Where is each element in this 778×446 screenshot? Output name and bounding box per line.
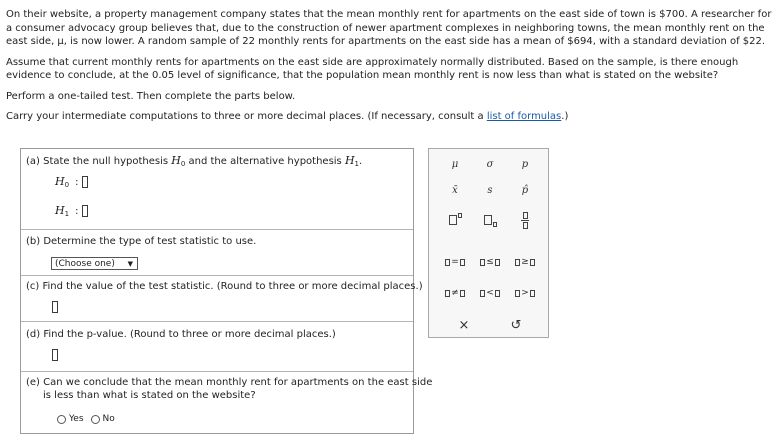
yes-label: Yes [69,414,84,424]
undo-button[interactable] [501,315,531,335]
h0-colon: : [75,176,79,188]
p-hat-button[interactable]: p̂ [521,184,529,196]
problem-paragraph-2: Assume that current monthly rents for apartments on the east side are approximately normally distributed. Based on the sample, is there enough evidence to conclude, at the 0.05 level of significance, that the population mean monthly rent is now less than what is stated on the website? [6,56,739,81]
dropdown-caret-icon: ▼ [127,259,133,268]
part-b-label: (b) Determine the type of test statistic to use. [26,236,257,247]
divider [21,275,413,276]
h0-symbol: $H_0$ [171,154,186,168]
no-label: No [102,414,115,424]
h1-symbol: $H_1$ [344,154,360,168]
alt-hypothesis-input[interactable] [82,205,88,217]
subscript-button[interactable] [475,210,505,230]
subscript-icon [484,215,497,225]
divider [21,371,413,372]
superscript-icon [449,215,462,225]
yes-radio[interactable] [57,415,66,424]
not-equal-button[interactable]: ≠ [440,283,470,303]
instruction-suffix: .) [561,111,569,122]
test-statistic-select[interactable] [51,257,138,270]
part-d-label: (d) Find the p-value. (Round to three or more decimal places.) [26,329,336,340]
divider [21,229,413,230]
test-statistic-input[interactable] [52,301,58,313]
mu-button[interactable]: μ [451,158,459,170]
h0-label: $H_0$ [55,175,70,189]
select-value: (Choose one) [55,258,115,269]
part-a-suffix: . [359,156,363,167]
part-a-label [26,154,362,168]
sigma-button[interactable]: σ [486,158,494,170]
s-button[interactable]: s [487,184,493,196]
part-e-line1: (e) Can we conclude that the mean monthly rent for apartments on the east side [26,377,433,388]
instruction-computations [6,110,772,124]
null-hypothesis-row [55,175,88,189]
part-a-mid: and the alternative hypothesis [185,156,345,167]
no-radio[interactable] [91,415,100,424]
greater-than-button[interactable]: > [510,283,540,303]
h1-colon: : [75,205,79,217]
problem-paragraph-1: On their website, a property management company states that the mean monthly rent for apartments on the east side of town is $700. A researcher for a consumer advocacy group believes that, due to the construction of newer apartment complexes in neighboring towns, the mean monthly rent on the east side, μ, is now lower. A random sample of 22 monthly rents for apartments on the east side has a mean of $694, with a standard deviation of $22. [6,9,772,47]
less-equal-button[interactable]: ≤ [475,252,505,272]
problem-statement [6,8,772,131]
part-a-prefix: (a) State the null hypothesis [26,156,172,167]
part-e-line2: is less than what is stated on the website? [43,390,256,401]
null-hypothesis-input[interactable] [82,176,88,188]
h1-label: $H_1$ [55,204,70,218]
undo-icon: ↺ [510,317,522,333]
formulas-link[interactable]: list of formulas [486,111,562,122]
palette-actions [429,312,548,338]
instruction-one-tailed: Perform a one-tailed test. Then complete the parts below. [6,90,296,102]
p-button[interactable]: p [521,158,529,170]
p-value-input[interactable] [52,349,58,361]
equals-button[interactable]: = [440,252,470,272]
divider [21,321,413,322]
part-c-label: (c) Find the value of the test statistic. (Round to three or more decimal places.) [26,281,423,292]
clear-button[interactable] [449,315,479,335]
less-than-button[interactable]: < [475,283,505,303]
fraction-icon [521,212,529,229]
x-bar-button[interactable]: x̄ [452,184,458,196]
instruction-prefix: Carry your intermediate computations to three or more decimal places. (If necessary, consult a [6,111,487,122]
superscript-button[interactable] [440,210,470,230]
answer-panel [20,148,433,434]
close-icon: × [458,317,470,333]
alt-hypothesis-row [55,204,88,218]
fraction-button[interactable] [510,210,540,230]
greater-equal-button[interactable]: ≥ [510,252,540,272]
symbol-palette [428,148,549,338]
conclusion-options [57,414,115,424]
